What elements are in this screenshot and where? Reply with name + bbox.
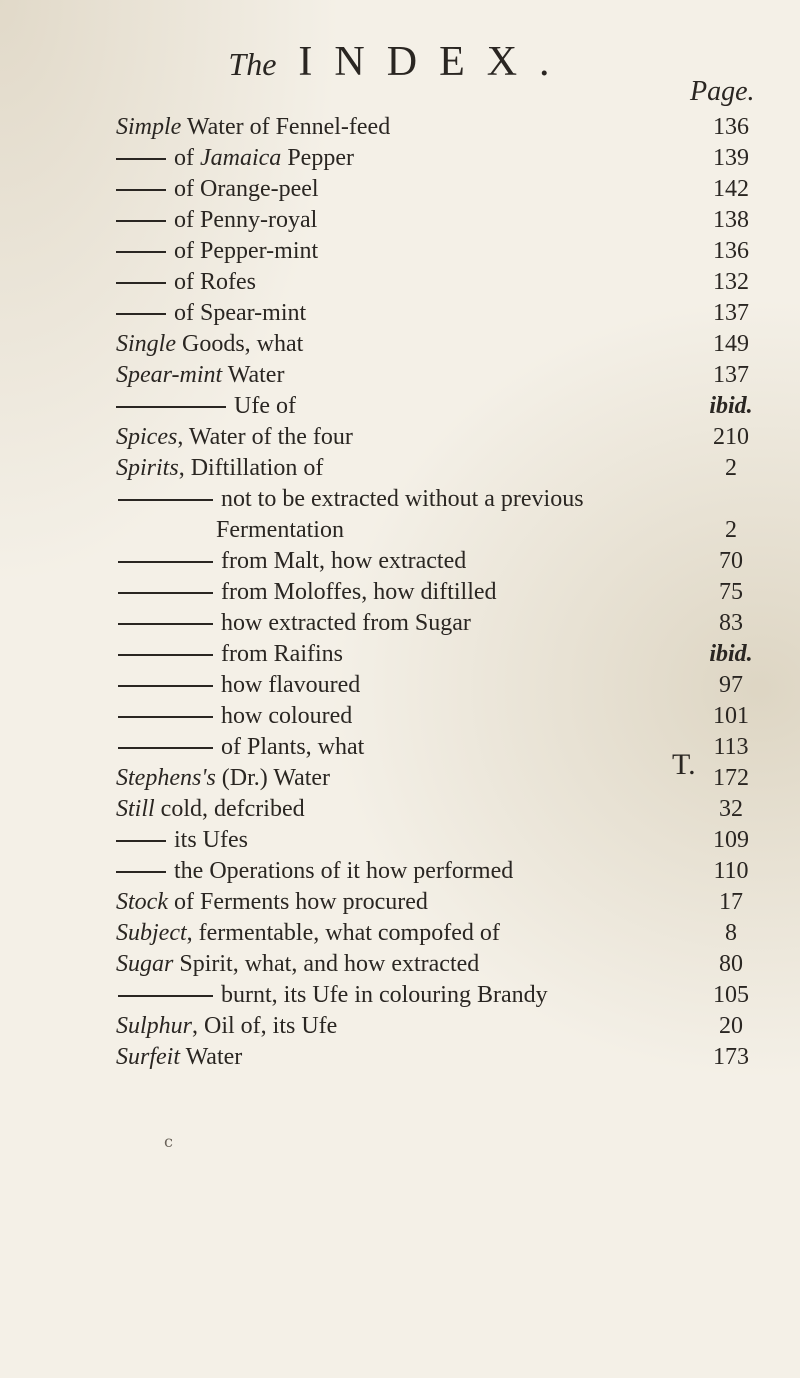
page-number: 142 [713, 176, 749, 202]
entry-text: of Ferments how procured [167, 889, 428, 915]
page-number: 173 [713, 1044, 749, 1070]
index-entry [116, 608, 776, 639]
index-entry [116, 670, 776, 701]
index-entry [116, 174, 776, 205]
ditto-dash [118, 499, 213, 501]
page-number: 109 [713, 827, 749, 853]
entry-heading: Spices [116, 424, 178, 450]
page-number: 113 [713, 734, 749, 760]
entry-text: Ufe of [234, 393, 296, 419]
entry-heading: Surfeit [116, 1044, 180, 1070]
entry-text: , fermentable, what compofed of [186, 920, 500, 946]
entry-text: from Malt, how extracted [221, 548, 467, 574]
entry-text: Spirit, what, and how extracted [173, 951, 480, 977]
entry-text: Goods, what [176, 331, 304, 357]
entry-text: not to be extracted without a previous [221, 486, 584, 512]
index-entry [116, 236, 776, 267]
entry-heading: Sulphur [116, 1013, 193, 1039]
page-number: 75 [719, 579, 743, 605]
ditto-dash [116, 220, 166, 222]
entry-italic-text: Jamaica [200, 145, 282, 171]
page-number: 2 [725, 517, 737, 543]
entry-text: from Moloffes, how diftilled [221, 579, 497, 605]
page-number: 97 [719, 672, 743, 698]
entry-heading: Sugar [116, 951, 174, 977]
entry-text: , Oil of, its Ufe [192, 1013, 338, 1039]
page-number: 172 [713, 765, 749, 791]
entry-text: of Plants, what [221, 734, 365, 760]
ditto-dash [118, 561, 213, 563]
index-entry [116, 298, 776, 329]
page-number: 80 [719, 951, 743, 977]
index-entry [116, 825, 776, 856]
entry-heading: Stephens's [116, 765, 216, 791]
page-header [0, 38, 800, 86]
entry-text: from Raifins [221, 641, 343, 667]
ditto-dash [118, 716, 213, 718]
index-entry [116, 112, 776, 143]
entry-text: of Penny-royal [174, 207, 318, 233]
entry-text: of [174, 145, 200, 171]
page-number: 138 [713, 207, 749, 233]
index-entry [116, 949, 776, 980]
page-number: 32 [719, 796, 743, 822]
entry-text: its Ufes [174, 827, 248, 853]
header-the: The [228, 46, 277, 82]
entry-text: cold, defcribed [154, 796, 305, 822]
entry-heading: Stock [116, 889, 168, 915]
entry-text: , Diftillation of [178, 455, 324, 481]
page-number: 105 [713, 982, 749, 1008]
entry-text: how coloured [221, 703, 353, 729]
entry-text-continued: Pepper [281, 145, 354, 171]
entry-text: burnt, its Ufe in colouring Brandy [221, 982, 548, 1008]
ditto-dash [116, 406, 226, 408]
index-entry [116, 453, 776, 484]
ditto-dash [118, 623, 213, 625]
page-number: 110 [713, 858, 749, 884]
entry-text: how flavoured [221, 672, 361, 698]
page-number: 83 [719, 610, 743, 636]
index-entry [116, 856, 776, 887]
page-number: 132 [713, 269, 749, 295]
entry-heading: Still [116, 796, 155, 822]
index-entry [116, 1011, 776, 1042]
entry-text: Water [180, 1044, 243, 1070]
index-entry [116, 577, 776, 608]
index-entry [116, 422, 776, 453]
index-entry [116, 484, 776, 515]
page-number: ibid. [709, 641, 753, 667]
entry-heading: Spear-mint [116, 362, 223, 388]
index-entry [116, 639, 776, 670]
index-entry [116, 701, 776, 732]
page-number: 8 [725, 920, 737, 946]
ditto-dash [118, 592, 213, 594]
entry-text: (Dr.) Water [215, 765, 331, 791]
entry-heading: Spirits [116, 455, 179, 481]
page-number: 17 [719, 889, 743, 915]
entry-text: of Pepper-mint [174, 238, 319, 264]
page-number: 136 [713, 238, 749, 264]
page-number: 137 [713, 300, 749, 326]
entry-text: Water [222, 362, 285, 388]
entry-text: of Rofes [174, 269, 256, 295]
index-entry [116, 980, 776, 1011]
page-number: 2 [725, 455, 737, 481]
ditto-dash [118, 747, 213, 749]
entry-text: of Orange-peel [174, 176, 319, 202]
header-title: INDEX. [298, 39, 572, 85]
index-entry [116, 546, 776, 577]
ditto-dash [116, 158, 166, 160]
ditto-dash [118, 654, 213, 656]
index-entry [116, 515, 776, 546]
entry-heading: Subject [116, 920, 187, 946]
index-entry [116, 918, 776, 949]
page-number: 20 [719, 1013, 743, 1039]
entry-heading: Simple [116, 114, 182, 140]
ditto-dash [116, 189, 166, 191]
page-number: 210 [713, 424, 749, 450]
ditto-dash [116, 251, 166, 253]
index-entry [116, 205, 776, 236]
entry-heading: Single [116, 331, 176, 357]
ditto-dash [116, 282, 166, 284]
page-number: 137 [713, 362, 749, 388]
index-entries [116, 112, 776, 1073]
entry-text: , Water of the four [177, 424, 353, 450]
page-number: ibid. [709, 393, 753, 419]
ditto-dash [118, 995, 213, 997]
page-number: 136 [713, 114, 749, 140]
index-entry [116, 391, 776, 422]
page-column-label: Page. [690, 76, 755, 107]
page-number: 101 [713, 703, 749, 729]
entry-text: how extracted from Sugar [221, 610, 471, 636]
entry-text: Water of Fennel-feed [181, 114, 391, 140]
page-number: 139 [713, 145, 749, 171]
index-entry [116, 794, 776, 825]
stray-mark: c [164, 1132, 173, 1151]
entry-text: the Operations of it how performed [174, 858, 514, 884]
index-entry [116, 267, 776, 298]
catchword: T. [672, 748, 696, 781]
ditto-dash [116, 313, 166, 315]
entry-text: of Spear-mint [174, 300, 307, 326]
index-entry [116, 329, 776, 360]
index-entry [116, 143, 776, 174]
index-entry [116, 360, 776, 391]
entry-text: Fermentation [216, 517, 344, 543]
index-entry [116, 1042, 776, 1073]
page-number: 149 [713, 331, 749, 357]
ditto-dash [118, 685, 213, 687]
ditto-dash [116, 840, 166, 842]
ditto-dash [116, 871, 166, 873]
index-entry [116, 887, 776, 918]
page-number: 70 [719, 548, 743, 574]
